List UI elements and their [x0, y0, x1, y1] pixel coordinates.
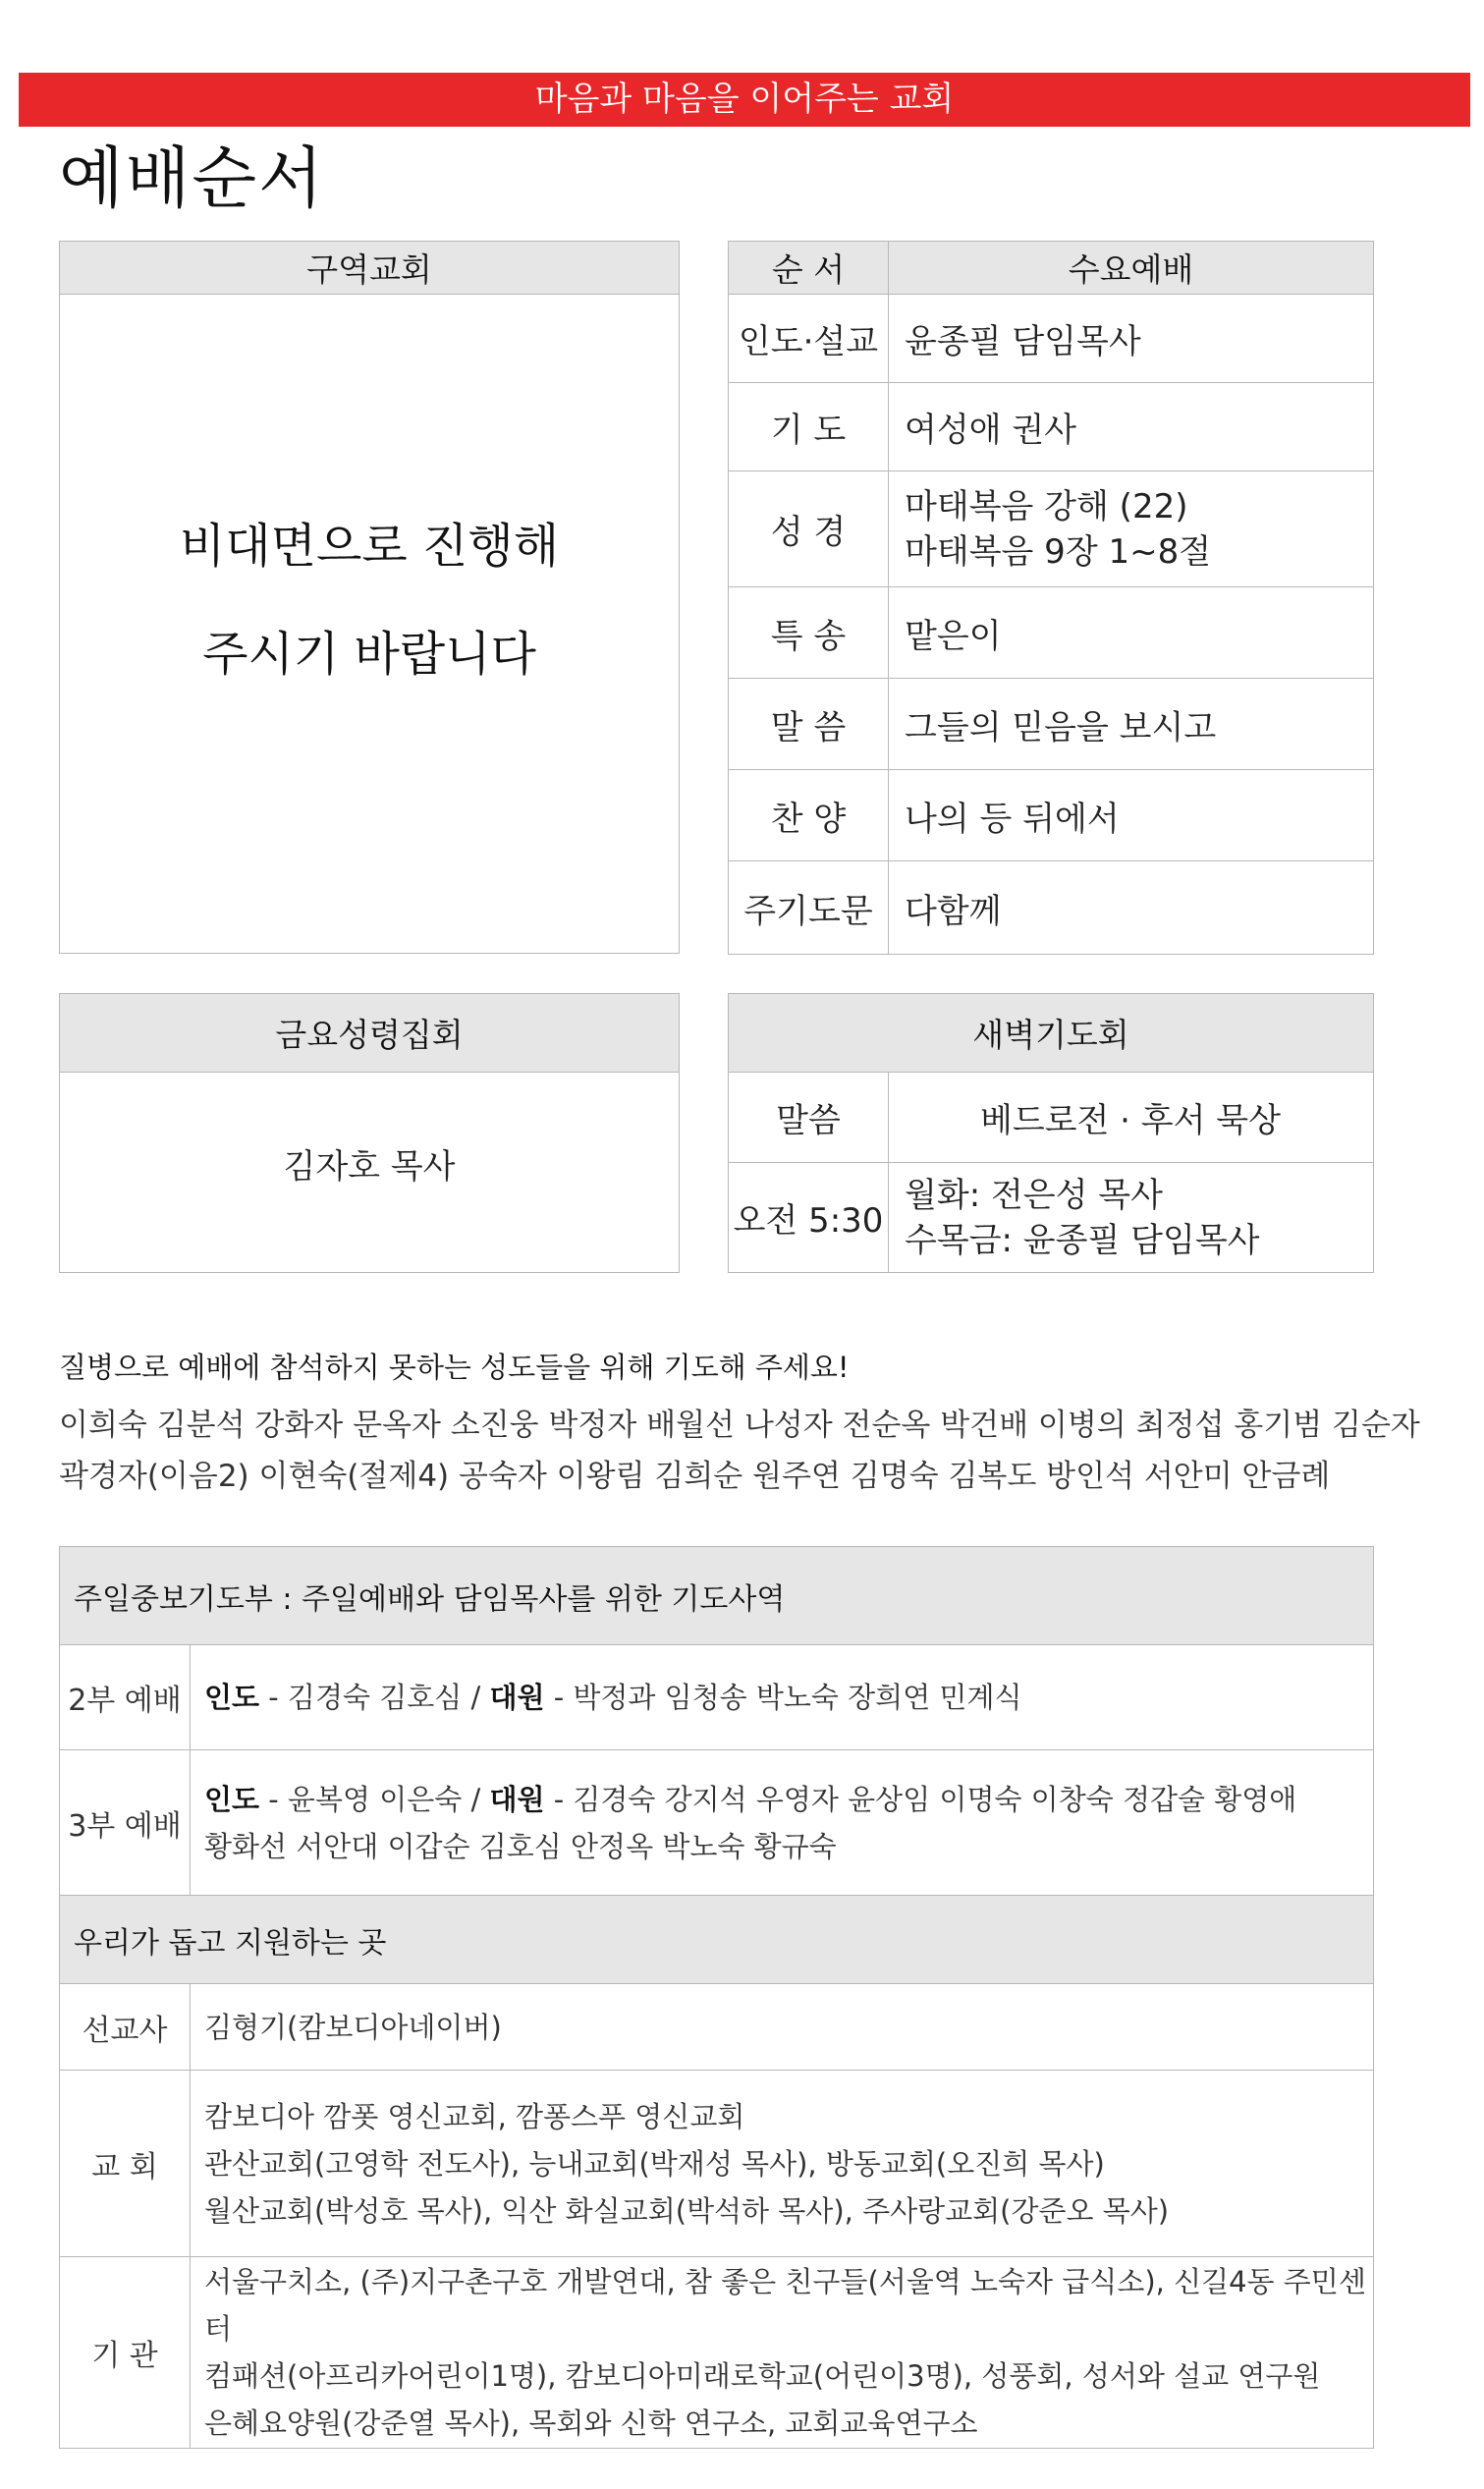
dawn-leader-line2: 수목금: 윤종필 담임목사	[905, 1220, 1260, 1260]
row-value: 윤종필 담임목사	[889, 295, 1374, 383]
missionary-label: 선교사	[60, 1984, 191, 2071]
friday-service-table	[59, 993, 680, 1273]
prayer-request-title: 질병으로 예배에 참석하지 못하는 성도들을 위해 기도해 주세요!	[59, 1351, 850, 1384]
wednesday-header: 수요예배	[889, 242, 1374, 295]
member-key: 대원	[489, 1782, 545, 1816]
org-label: 기 관	[60, 2257, 191, 2449]
part3-label: 3부 예배	[60, 1750, 191, 1896]
dawn-leader-line1: 월화: 전은성 목사	[905, 1175, 1163, 1215]
row-label: 인도·설교	[729, 295, 889, 383]
member-key: 대원	[489, 1681, 545, 1714]
row-value: 그들의 믿음을 보시고	[889, 679, 1374, 770]
org-line2: 컴패션(아프리카어린이1명), 캄보디아미래로학교(어린이3명), 성풍회, 성서와 설교 연구원	[204, 2359, 1321, 2393]
church-line3: 월산교회(박성호 목사), 익산 화실교회(박석하 목사), 주사랑교회(강준오 목사)	[204, 2193, 1170, 2228]
dawn-time-label: 오전 5:30	[729, 1163, 889, 1273]
row-value	[889, 471, 1374, 587]
dawn-word-value: 베드로전 · 후서 묵상	[889, 1073, 1374, 1163]
friday-leader: 김자호 목사	[60, 1073, 680, 1273]
row-value: 다함께	[889, 861, 1374, 955]
lead-key: 인도	[204, 1681, 260, 1714]
supported-orgs	[191, 2257, 1374, 2449]
part2-lead: - 김경숙 김호심 /	[259, 1681, 490, 1714]
part2-label: 2부 예배	[60, 1645, 191, 1750]
dawn-prayer-table	[728, 993, 1374, 1273]
district-notice-line2: 주시기 바랍니다	[202, 626, 536, 682]
church-line1: 캄보디아 깜폿 영신교회, 깜퐁스푸 영신교회	[204, 2099, 745, 2133]
org-line3: 은혜요양원(강준열 목사), 목회와 신학 연구소, 교회교육연구소	[204, 2406, 978, 2440]
row-label: 특 송	[729, 587, 889, 679]
part3-members	[191, 1750, 1374, 1896]
prayer-names-line1: 이희숙 김분석 강화자 문옥자 소진웅 박정자 배월선 나성자 전순옥 박건배 이병의 최정섭 홍기범 김순자	[59, 1408, 1420, 1443]
church-motto-banner: 마음과 마음을 이어주는 교회	[19, 73, 1470, 127]
church-line2: 관산교회(고영학 전도사), 능내교회(박재성 목사), 방동교회(오진희 목사)	[204, 2146, 1105, 2181]
dawn-word-label: 말씀	[729, 1073, 889, 1163]
dawn-leaders	[889, 1163, 1374, 1273]
row-value: 맡은이	[889, 587, 1374, 679]
dawn-header: 새벽기도회	[729, 994, 1374, 1073]
part3-member-names-2: 황화선 서안대 이갑순 김호심 안정옥 박노숙 황규숙	[204, 1829, 837, 1863]
part3-member-names: - 김경숙 강지석 우영자 윤상임 이명숙 이창숙 정갑술 황영애	[544, 1782, 1297, 1816]
order-header: 순 서	[729, 242, 889, 295]
row-value: 나의 등 뒤에서	[889, 770, 1374, 861]
row-value: 여성애 권사	[889, 383, 1374, 471]
page-title: 예배순서	[59, 140, 325, 218]
district-church-table	[59, 241, 680, 954]
support-header: 우리가 돕고 지원하는 곳	[60, 1896, 1374, 1984]
row-label: 기 도	[729, 383, 889, 471]
church-label: 교 회	[60, 2071, 191, 2257]
row-label: 성 경	[729, 471, 889, 587]
lead-key: 인도	[204, 1782, 260, 1816]
ministry-table	[59, 1546, 1374, 2449]
org-line1: 서울구치소, (주)지구촌구호 개발연대, 참 좋은 친구들(서울역 노숙자 급식소), 신길4동 주민센터	[204, 2265, 1366, 2346]
wednesday-service-table	[728, 241, 1374, 955]
row-label: 찬 양	[729, 770, 889, 861]
district-header: 구역교회	[60, 242, 680, 295]
row-label: 주기도문	[729, 861, 889, 955]
friday-header: 금요성령집회	[60, 994, 680, 1073]
part3-lead: - 윤복영 이은숙 /	[259, 1782, 490, 1816]
missionary-value: 김형기(캄보디아네이버)	[191, 1984, 1374, 2071]
supported-churches	[191, 2071, 1374, 2257]
prayer-names-line2: 곽경자(이음2) 이현숙(절제4) 공숙자 이왕림 김희순 원주연 김명숙 김복도 방인석 서안미 안금례	[59, 1459, 1331, 1494]
district-notice-line1: 비대면으로 진행해	[179, 518, 560, 574]
part2-members	[191, 1645, 1374, 1750]
row-label: 말 씀	[729, 679, 889, 770]
intercession-header: 주일중보기도부 : 주일예배와 담임목사를 위한 기도사역	[60, 1547, 1374, 1645]
scripture-line1: 마태복음 강해 (22)	[905, 486, 1188, 526]
scripture-line2: 마태복음 9장 1~8절	[905, 531, 1212, 572]
part2-member-names: - 박정과 임청송 박노숙 장희연 민계식	[544, 1681, 1022, 1714]
